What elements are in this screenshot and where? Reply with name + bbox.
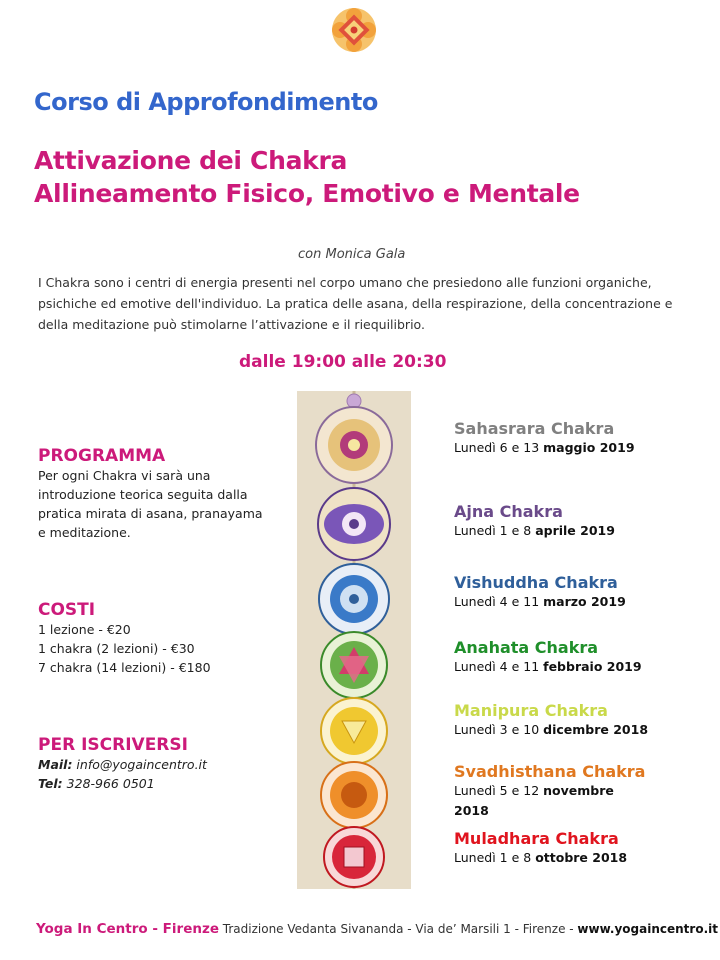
chakra-date: Lunedì 3 e 10 dicembre 2018 — [454, 722, 649, 737]
chakra-date: Lunedì 6 e 13 maggio 2019 — [454, 440, 635, 455]
muladhara-disc-icon — [324, 827, 384, 887]
vishuddha-disc-icon — [319, 564, 389, 634]
mail-label: Mail: — [38, 757, 73, 772]
page-title — [34, 144, 580, 210]
chakra-name: Vishuddha Chakra — [454, 573, 618, 592]
chakra-item — [454, 762, 654, 821]
programma-line: e meditazione. — [38, 525, 131, 540]
manipura-disc-icon — [321, 698, 387, 764]
title-line-1: Attivazione dei Chakra — [34, 146, 348, 175]
footer-text: Tradizione Vedanta Sivananda - Via de’ Marsili 1 - Firenze - — [218, 922, 578, 936]
tel-row — [38, 774, 288, 793]
tel-value[interactable]: 328-966 0501 — [62, 776, 155, 791]
title-line-2: Allineamento Fisico, Emotivo e Mentale — [34, 179, 580, 208]
programma-title: PROGRAMMA — [38, 446, 166, 466]
footer-brand: Yoga In Centro - Firenze — [36, 921, 219, 937]
course-title: Corso di Approfondimento — [34, 88, 378, 116]
chakra-date: Lunedì 4 e 11 febbraio 2019 — [454, 659, 642, 674]
chakra-name: Ajna Chakra — [454, 502, 563, 521]
chakra-date: Lunedì 1 e 8 ottobre 2018 — [454, 850, 628, 865]
tel-label: Tel: — [38, 776, 63, 791]
chakra-date: Lunedì 1 e 8 aprile 2019 — [454, 523, 615, 538]
iscrizioni-title: PER ISCRIVERSI — [38, 735, 188, 755]
chakra-name: Muladhara Chakra — [454, 829, 619, 848]
mail-value[interactable]: info@yogaincentro.it — [72, 757, 207, 772]
sahasrara-disc-icon — [316, 407, 392, 483]
costi-line: 1 chakra (2 lezioni) - €30 — [38, 641, 195, 656]
ajna-disc-icon — [318, 488, 390, 560]
chakra-item — [454, 829, 627, 868]
lotus-logo-icon — [330, 6, 378, 54]
chakra-item — [454, 638, 642, 677]
mail-row — [38, 755, 288, 774]
chakra-painting — [297, 391, 411, 889]
costi-line: 1 lezione - €20 — [38, 622, 131, 637]
chakra-name: Manipura Chakra — [454, 701, 608, 720]
footer-website-link[interactable]: www.yogaincentro.it — [577, 922, 718, 936]
costi-text — [38, 620, 288, 677]
costi-title: COSTI — [38, 600, 96, 620]
costi-line: 7 chakra (14 lezioni) - €180 — [38, 660, 211, 675]
chakra-date: Lunedì 5 e 12 novembre 2018 — [454, 783, 614, 818]
intro-paragraph: I Chakra sono i centri di energia presenti nel corpo umano che presiedono alle funzioni organiche, psichiche ed emotive dell'individuo. La pratica delle asana, della respirazione, della concentrazione e della meditazione può stimolarne l’attivazione e il riequilibrio. — [38, 275, 673, 332]
chakra-name: Svadhisthana Chakra — [454, 762, 646, 781]
teacher-line: con Monica Gala — [298, 247, 406, 262]
costi-section — [38, 600, 288, 677]
programma-text — [38, 466, 288, 542]
programma-line: pratica mirata di asana, pranayama — [38, 506, 263, 521]
chakra-discs-image — [297, 391, 411, 889]
anahata-disc-icon — [321, 632, 387, 698]
programma-line: introduzione teorica seguita dalla — [38, 487, 248, 502]
chakra-item — [454, 573, 626, 612]
footer — [36, 921, 718, 937]
chakra-name: Sahasrara Chakra — [454, 419, 615, 438]
programma-line: Per ogni Chakra vi sarà una — [38, 468, 211, 483]
svadhisthana-disc-icon — [321, 762, 387, 828]
iscrizioni-section — [38, 735, 288, 793]
chakra-date: Lunedì 4 e 11 marzo 2019 — [454, 594, 626, 609]
chakra-item — [454, 701, 648, 740]
chakra-item — [454, 502, 615, 541]
chakra-name: Anahata Chakra — [454, 638, 599, 657]
chakra-item — [454, 419, 635, 458]
schedule-time: dalle 19:00 alle 20:30 — [239, 352, 447, 372]
programma-section — [38, 446, 288, 542]
